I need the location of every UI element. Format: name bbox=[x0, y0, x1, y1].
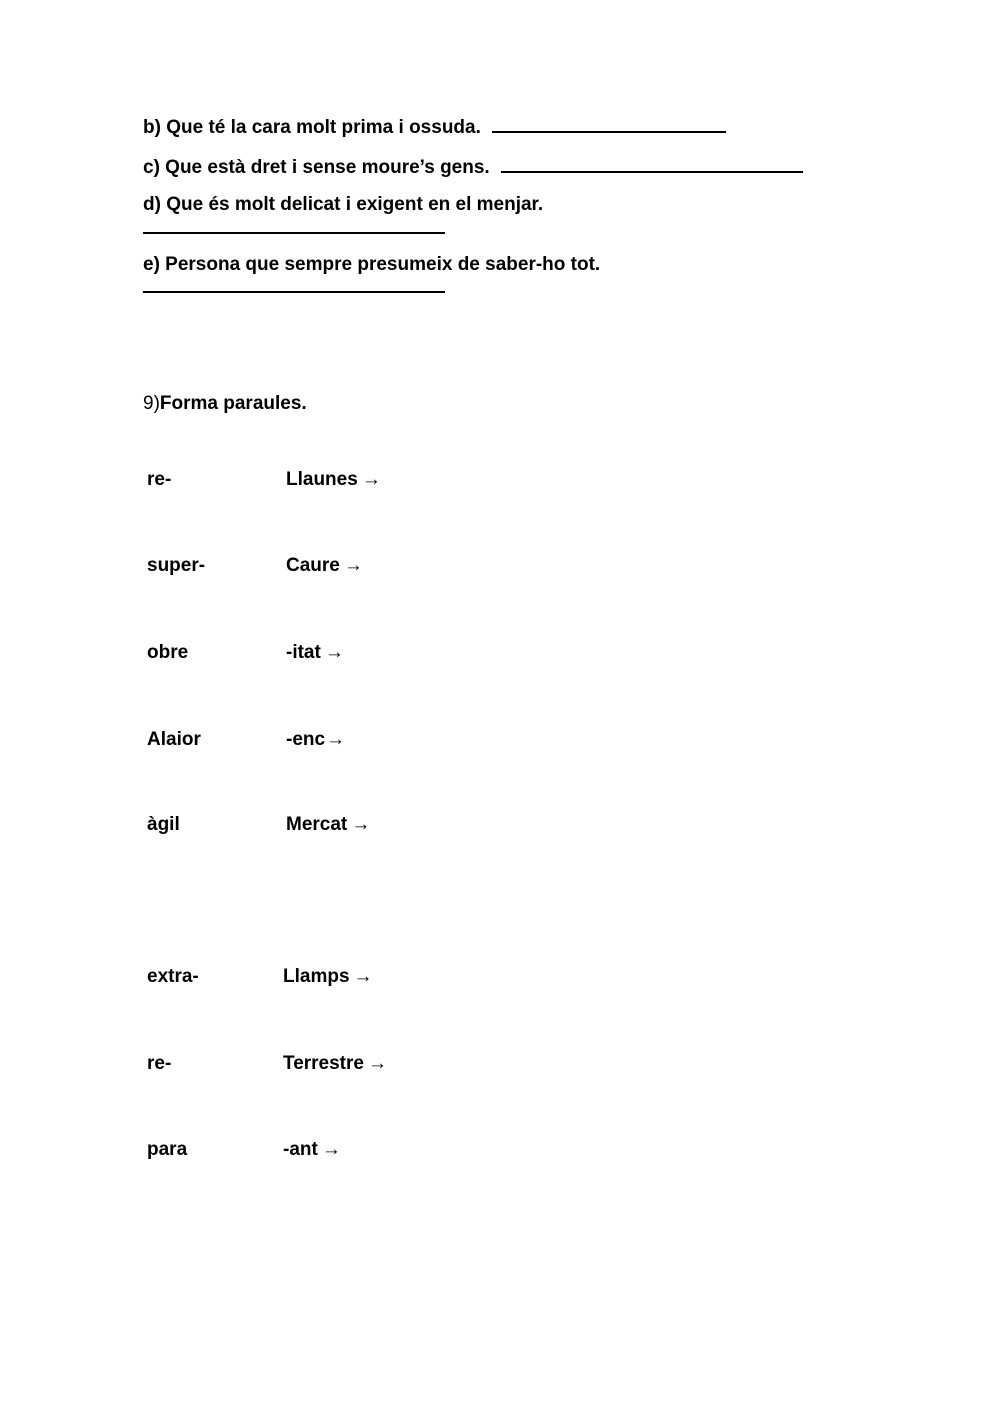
arrow-icon: → bbox=[343, 555, 363, 576]
prefix-word: re- bbox=[147, 469, 172, 490]
base-word: Llaunes → bbox=[286, 469, 381, 490]
base-word: Llamps → bbox=[283, 966, 373, 987]
arrow-icon: → bbox=[324, 642, 344, 663]
prefix-word: extra- bbox=[147, 966, 199, 987]
base-word: Terrestre → bbox=[283, 1053, 387, 1074]
question-c bbox=[143, 154, 803, 180]
section-number: 9) bbox=[143, 393, 160, 414]
base-word: -ant → bbox=[283, 1139, 341, 1160]
prefix-word: para bbox=[147, 1139, 188, 1160]
prefix-word: Alaior bbox=[147, 729, 201, 750]
prefix-word: re- bbox=[147, 1053, 172, 1074]
prefix-word: àgil bbox=[147, 814, 180, 835]
arrow-icon: → bbox=[321, 1139, 341, 1160]
question-b bbox=[143, 114, 726, 140]
arrow-icon: → bbox=[326, 729, 346, 750]
answer-blank-d[interactable] bbox=[143, 232, 445, 234]
section-title: Forma paraules. bbox=[159, 393, 307, 414]
question-e-text: e) Persona que sempre presumeix de saber-ho tot. bbox=[143, 254, 601, 275]
base-word: -itat → bbox=[286, 642, 344, 663]
question-b-text: b) Que té la cara molt prima i ossuda. bbox=[143, 117, 481, 138]
arrow-icon: → bbox=[351, 814, 371, 835]
prefix-word: super- bbox=[147, 555, 206, 576]
question-e bbox=[143, 253, 600, 277]
base-word: -enc→ bbox=[286, 729, 346, 750]
base-word: Caure → bbox=[286, 555, 363, 576]
arrow-icon: → bbox=[361, 469, 381, 490]
arrow-icon: → bbox=[353, 966, 373, 987]
answer-blank-e[interactable] bbox=[143, 291, 445, 293]
answer-blank-c[interactable] bbox=[501, 154, 803, 173]
prefix-word: obre bbox=[147, 642, 189, 663]
arrow-icon: → bbox=[367, 1053, 387, 1074]
question-d bbox=[143, 193, 543, 217]
section-heading bbox=[143, 392, 307, 416]
base-word: Mercat → bbox=[286, 814, 371, 835]
question-d-text: d) Que és molt delicat i exigent en el menjar. bbox=[143, 194, 544, 215]
question-c-text: c) Que està dret i sense moure’s gens. bbox=[143, 157, 490, 178]
answer-blank-b[interactable] bbox=[492, 114, 726, 133]
